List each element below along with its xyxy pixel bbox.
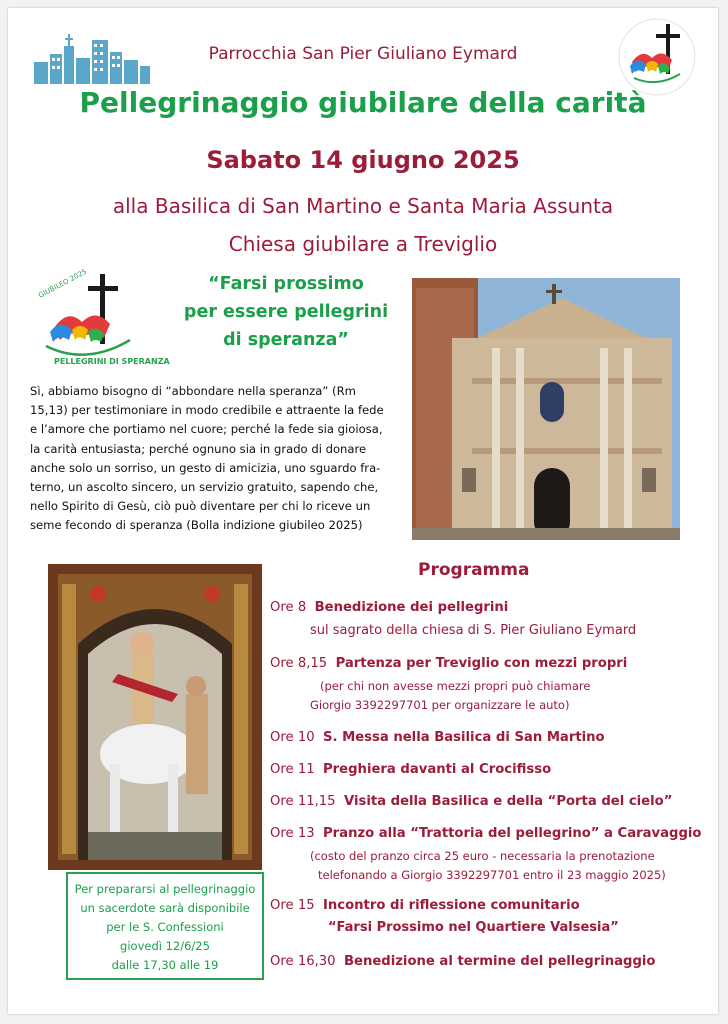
event-church: Chiesa giubilare a Treviglio xyxy=(228,232,498,256)
program-item xyxy=(270,730,710,745)
program-event: Incontro di riflessione comunitario xyxy=(323,898,580,913)
program-event: Benedizione al termine del pellegrinaggio xyxy=(343,954,656,969)
program-note: (per chi non avesse mezzi propri può chiamare xyxy=(320,679,591,693)
program-time: Ore 15 xyxy=(270,898,315,913)
program-note: (costo del pranzo circa 25 euro - necessaria la prenotazione xyxy=(310,849,655,863)
program-event: Preghiera davanti al Crocifisso xyxy=(323,762,552,777)
event-title: Pellegrinaggio giubilare della carità xyxy=(79,86,647,119)
program-time: Ore 8,15 xyxy=(270,656,328,671)
basilica-photo xyxy=(412,278,680,540)
program-event: Pranzo alla “Trattoria del pellegrino” a Caravaggio xyxy=(323,826,702,841)
body-line: seme fecondo di speranza (Bolla indizione giubileo 2025) xyxy=(30,518,363,533)
confession-line: dalle 17,30 alle 19 xyxy=(111,958,219,972)
program-event: Benedizione dei pellegrini xyxy=(314,600,509,615)
body-line: nello Spirito di Gesù, ciò può diventare per chi lo riceve un xyxy=(30,499,371,514)
program-item xyxy=(270,898,710,913)
motto-line: “Farsi prossimo xyxy=(208,274,364,294)
program-event: Visita della Basilica e della “Porta del cielo” xyxy=(343,794,673,809)
motto xyxy=(156,270,416,354)
saint-martin-painting xyxy=(48,564,262,870)
program-sub: sul sagrato della chiesa di S. Pier Giuliano Eymard xyxy=(310,623,637,638)
program-event: S. Messa nella Basilica di San Martino xyxy=(323,730,605,745)
body-quote xyxy=(30,382,400,536)
jubilee-logo-large-icon xyxy=(32,267,170,368)
parish-name: Parrocchia San Pier Giuliano Eymard xyxy=(208,44,518,64)
motto-line: per essere pellegrini xyxy=(183,302,389,322)
body-line: 15,13) per testimoniare in modo credibile e attraente la fede xyxy=(30,403,384,418)
confession-line: Per prepararsi al pellegrinaggio xyxy=(74,882,256,896)
confession-info-box xyxy=(66,872,264,980)
motto-line: di speranza” xyxy=(223,330,349,350)
program-time: Ore 8 xyxy=(270,600,307,615)
confession-line: un sacerdote sarà disponibile xyxy=(80,901,250,915)
event-place: alla Basilica di San Martino e Santa Maria Assunta xyxy=(112,194,614,218)
body-line: terno, un ascolto sincero, un servizio gratuito, sapendo che, xyxy=(30,480,379,495)
body-line: Sì, abbiamo bisogno di “abbondare nella speranza” (Rm xyxy=(30,384,356,398)
program-item xyxy=(270,656,710,671)
confession-line: per le S. Confessioni xyxy=(106,920,224,934)
body-line: la carità entusiasta; perché ognuno sia in grado di donare xyxy=(30,441,367,456)
body-line: anche solo un sorriso, un gesto di amicizia, uno sguardo fra- xyxy=(30,460,381,475)
program-event: Partenza per Treviglio con mezzi propri xyxy=(335,656,628,671)
program-item xyxy=(270,794,710,809)
program-note: Giorgio 3392297701 per organizzare le auto) xyxy=(310,698,570,712)
program-time: Ore 16,30 xyxy=(270,954,336,969)
logo-text-bottom: PELLEGRINI DI SPERANZA xyxy=(54,357,170,366)
program-sub: “Farsi Prossimo nel Quartiere Valsesia” xyxy=(328,920,619,935)
body-line: e l’amore che portiamo nel cuore; perché la fede sia gioiosa, xyxy=(30,422,383,437)
program-item xyxy=(270,762,710,777)
logo-text-top: GIUBILEO 2025 xyxy=(37,267,89,300)
program-item xyxy=(270,826,710,841)
program-item xyxy=(270,954,710,969)
program-note: telefonando a Giorgio 3392297701 entro il 23 maggio 2025) xyxy=(318,868,666,882)
program-time: Ore 10 xyxy=(270,730,315,745)
programma-heading: Programma xyxy=(418,560,530,580)
confession-line: giovedì 12/6/25 xyxy=(120,939,210,953)
program-item xyxy=(270,600,710,615)
program-time: Ore 11,15 xyxy=(270,794,336,809)
flyer-page xyxy=(8,8,718,1014)
program-time: Ore 13 xyxy=(270,826,315,841)
program-time: Ore 11 xyxy=(270,762,315,777)
event-date: Sabato 14 giugno 2025 xyxy=(206,146,520,174)
